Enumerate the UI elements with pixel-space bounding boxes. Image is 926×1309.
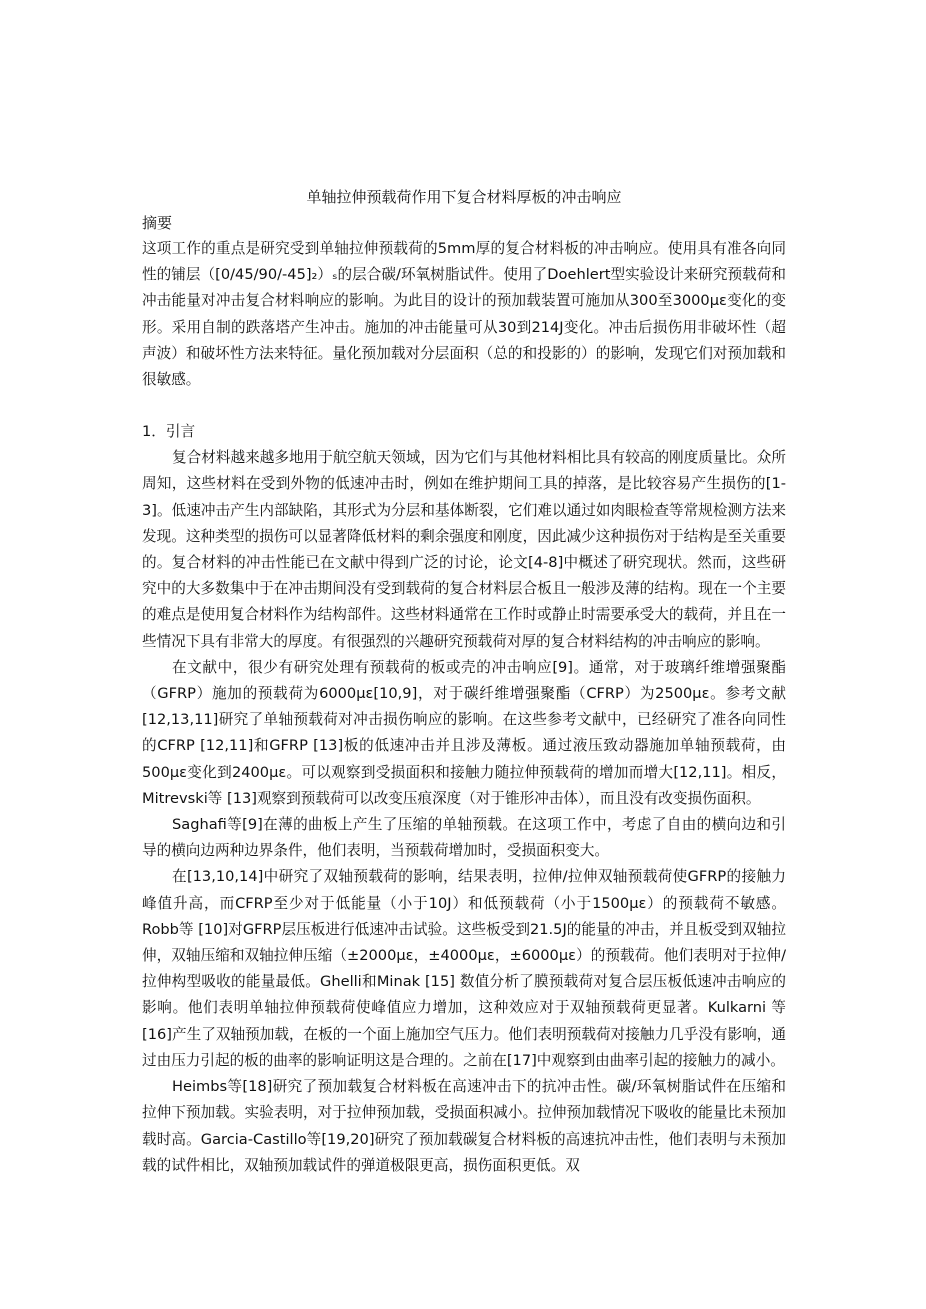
document-page bbox=[142, 184, 786, 1179]
spacer bbox=[142, 393, 786, 419]
body-paragraph: Heimbs等[18]研究了预加载复合材料板在高速冲击下的抗冲击性。碳/环氧树脂试件在压缩和拉伸下预加载。实验表明，对于拉伸预加载，受损面积减小。拉伸预加载情况下吸收的能量比未预加载时高。Garcia-Castillo等[19,20]研究了预加载碳复合材料板的高速抗冲击性，他们表明与未预加载的试件相比，双轴预加载试件的弹道极限更高，损伤面积更低。双 bbox=[142, 1078, 786, 1174]
section-heading-introduction: 1．引言 bbox=[142, 423, 196, 441]
body-paragraph: Saghafi等[9]在薄的曲板上产生了压缩的单轴预载。在这项工作中，考虑了自由的横向边和引导的横向边两种边界条件，他们表明，当预载荷增加时，受损面积变大。 bbox=[142, 816, 786, 860]
document-title: 单轴拉伸预载荷作用下复合材料厚板的冲击响应 bbox=[306, 188, 622, 206]
body-paragraph: 复合材料越来越多地用于航空航天领域，因为它们与其他材料相比具有较高的刚度质量比。众所周知，这些材料在受到外物的低速冲击时，例如在维护期间工具的掉落，是比较容易产生损伤的[1-3]。低速冲击产生内部缺陷，其形式为分层和基体断裂，它们难以通过如肉眼检查等常规检测方法来发现。这种类型的损伤可以显著降低材料的剩余强度和刚度，因此减少这种损伤对于结构是至关重要的。复合材料的冲击性能已在文献中得到广泛的讨论，论文[4-8]中概述了研究现状。然而，这些研究中的大多数集中于在冲击期间没有受到载荷的复合材料层合板且一般涉及薄的结构。现在一个主要的难点是使用复合材料作为结构部件。这些材料通常在工作时或静止时需要承受大的载荷，并且在一些情况下具有非常大的厚度。有很强烈的兴趣研究预载荷对厚的复合材料结构的冲击响应的影响。 bbox=[142, 449, 786, 650]
body-paragraph: 在[13,10,14]中研究了双轴预载荷的影响，结果表明，拉伸/拉伸双轴预载荷使GFRP的接触力峰值升高，而CFRP至少对于低能量（小于10J）和低预载荷（小于1500με）的预载荷不敏感。Robb等 [10]对GFRP层压板进行低速冲击试验。这些板受到21.5J的能量的冲击，并且板受到双轴拉伸，双轴压缩和双轴拉伸压缩（±2000με，±4000με，±6000με）的预载荷。他们表明对于拉伸/拉伸构型吸收的能量最低。Ghelli和Minak [15] 数值分析了膜预载荷对复合层压板低速冲击响应的影响。他们表明单轴拉伸预载荷使峰值应力增加，这种效应对于双轴预载荷更显著。Kulkarni 等[16]产生了双轴预加载，在板的一个面上施加空气压力。他们表明预载荷对接触力几乎没有影响，通过由压力引起的板的曲率的影响证明这是合理的。之前在[17]中观察到由曲率引起的接触力的减小。 bbox=[142, 868, 786, 1069]
body-paragraph: 在文献中，很少有研究处理有预载荷的板或壳的冲击响应[9]。通常，对于玻璃纤维增强聚酯（GFRP）施加的预载荷为6000με[10,9]，对于碳纤维增强聚酯（CFRP）为2500με。参考文献[12,13,11]研究了单轴预载荷对冲击损伤响应的影响。在这些参考文献中，已经研究了准各向同性的CFRP [12,11]和GFRP [13]板的低速冲击并且涉及薄板。通过液压致动器施加单轴预载荷，由500με变化到2400με。可以观察到受损面积和接触力随拉伸预载荷的增加而增大[12,11]。相反，Mitrevski等 [13]观察到预载荷可以改变压痕深度（对于锥形冲击体），而且没有改变损伤面积。 bbox=[142, 658, 786, 807]
abstract-text: 这项工作的重点是研究受到单轴拉伸预载荷的5mm厚的复合材料板的冲击响应。使用具有准各向同性的铺层（[0/45/90/-45]₂）ₛ的层合碳/环氧树脂试件。使用了Doehlert型实验设计来研究预载荷和冲击能量对冲击复合材料响应的影响。为此目的设计的预加载装置可施加从300至3000με变化的变形。采用自制的跌落塔产生冲击。施加的冲击能量可从30到214J变化。冲击后损伤用非破坏性（超声波）和破坏性方法来特征。量化预加载对分层面积（总的和投影的）的影响，发现它们对预加载和很敏感。 bbox=[142, 240, 786, 389]
abstract-label: 摘要 bbox=[142, 214, 173, 232]
